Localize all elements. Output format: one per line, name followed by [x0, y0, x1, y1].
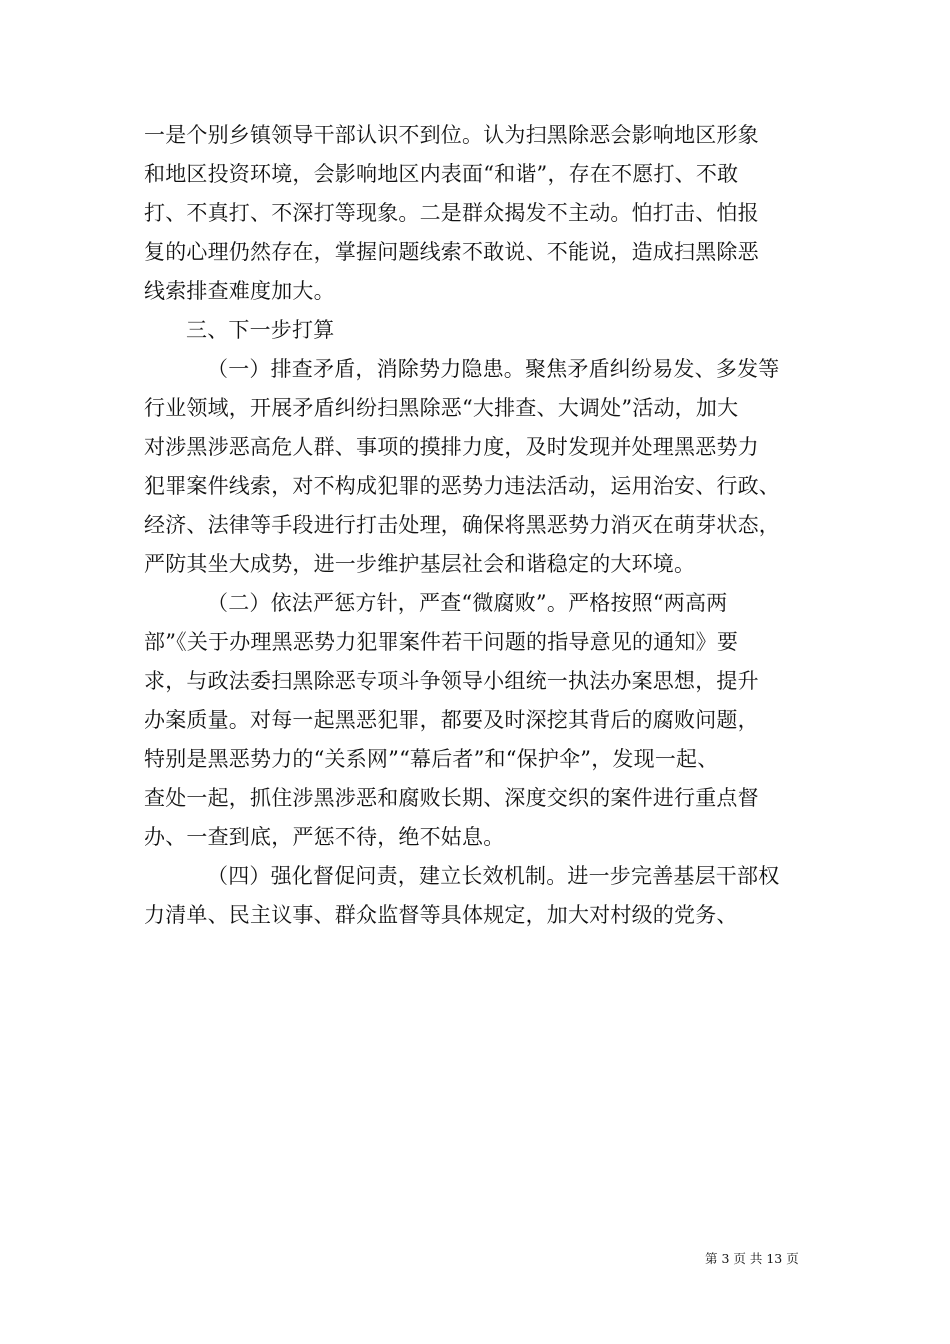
body-line: 对涉黑涉恶高危人群、事项的摸排力度，及时发现并处理黑恶势力 — [144, 435, 759, 459]
section-heading: 三、下一步打算 — [186, 318, 335, 342]
body-line: 线索排查难度加大。 — [144, 279, 335, 303]
body-line: 和地区投资环境，会影响地区内表面“和谐”，存在不愿打、不敢 — [144, 162, 739, 186]
body-line: 严防其坐大成势，进一步维护基层社会和谐稳定的大环境。 — [144, 552, 696, 576]
paragraph-start: （二）依法严惩方针，严查“微腐败”。严格按照“两高两 — [207, 591, 728, 615]
paragraph-start: （一）排查矛盾，消除势力隐患。聚焦矛盾纠纷易发、多发等 — [207, 357, 780, 381]
body-line: 力清单、民主议事、群众监督等具体规定，加大对村级的党务、 — [144, 903, 738, 927]
body-line: 行业领域，开展矛盾纠纷扫黑除恶“大排查、大调处”活动，加大 — [144, 396, 739, 420]
body-line: 打、不真打、不深打等现象。二是群众揭发不主动。怕打击、怕报 — [144, 201, 759, 225]
body-line: 办、一查到底，严惩不待，绝不姑息。 — [144, 825, 505, 849]
body-line: 部”《关于办理黑恶势力犯罪案件若干问题的指导意见的通知》要 — [144, 630, 739, 654]
body-line: 特别是黑恶势力的“关系网”“幕后者”和“保护伞”，发现一起、 — [144, 747, 719, 771]
body-line: 犯罪案件线索，对不构成犯罪的恶势力违法活动，运用治安、行政、 — [144, 474, 780, 498]
paragraph-start: （四）强化督促问责，建立长效机制。进一步完善基层干部权 — [207, 864, 780, 888]
body-line: 办案质量。对每一起黑恶犯罪，都要及时深挖其背后的腐败问题， — [144, 708, 759, 732]
body-line: 一是个别乡镇领导干部认识不到位。认为扫黑除恶会影响地区形象 — [144, 123, 759, 147]
document-body — [144, 116, 814, 935]
body-line: 求，与政法委扫黑除恶专项斗争领导小组统一执法办案思想，提升 — [144, 669, 759, 693]
body-line: 经济、法律等手段进行打击处理，确保将黑恶势力消灭在萌芽状态， — [144, 513, 780, 537]
page-number-footer: 第 3 页 共 13 页 — [705, 1251, 799, 1266]
body-line: 查处一起，抓住涉黑涉恶和腐败长期、深度交织的案件进行重点督 — [144, 786, 759, 810]
body-line: 复的心理仍然存在，掌握问题线索不敢说、不能说，造成扫黑除恶 — [144, 240, 759, 264]
